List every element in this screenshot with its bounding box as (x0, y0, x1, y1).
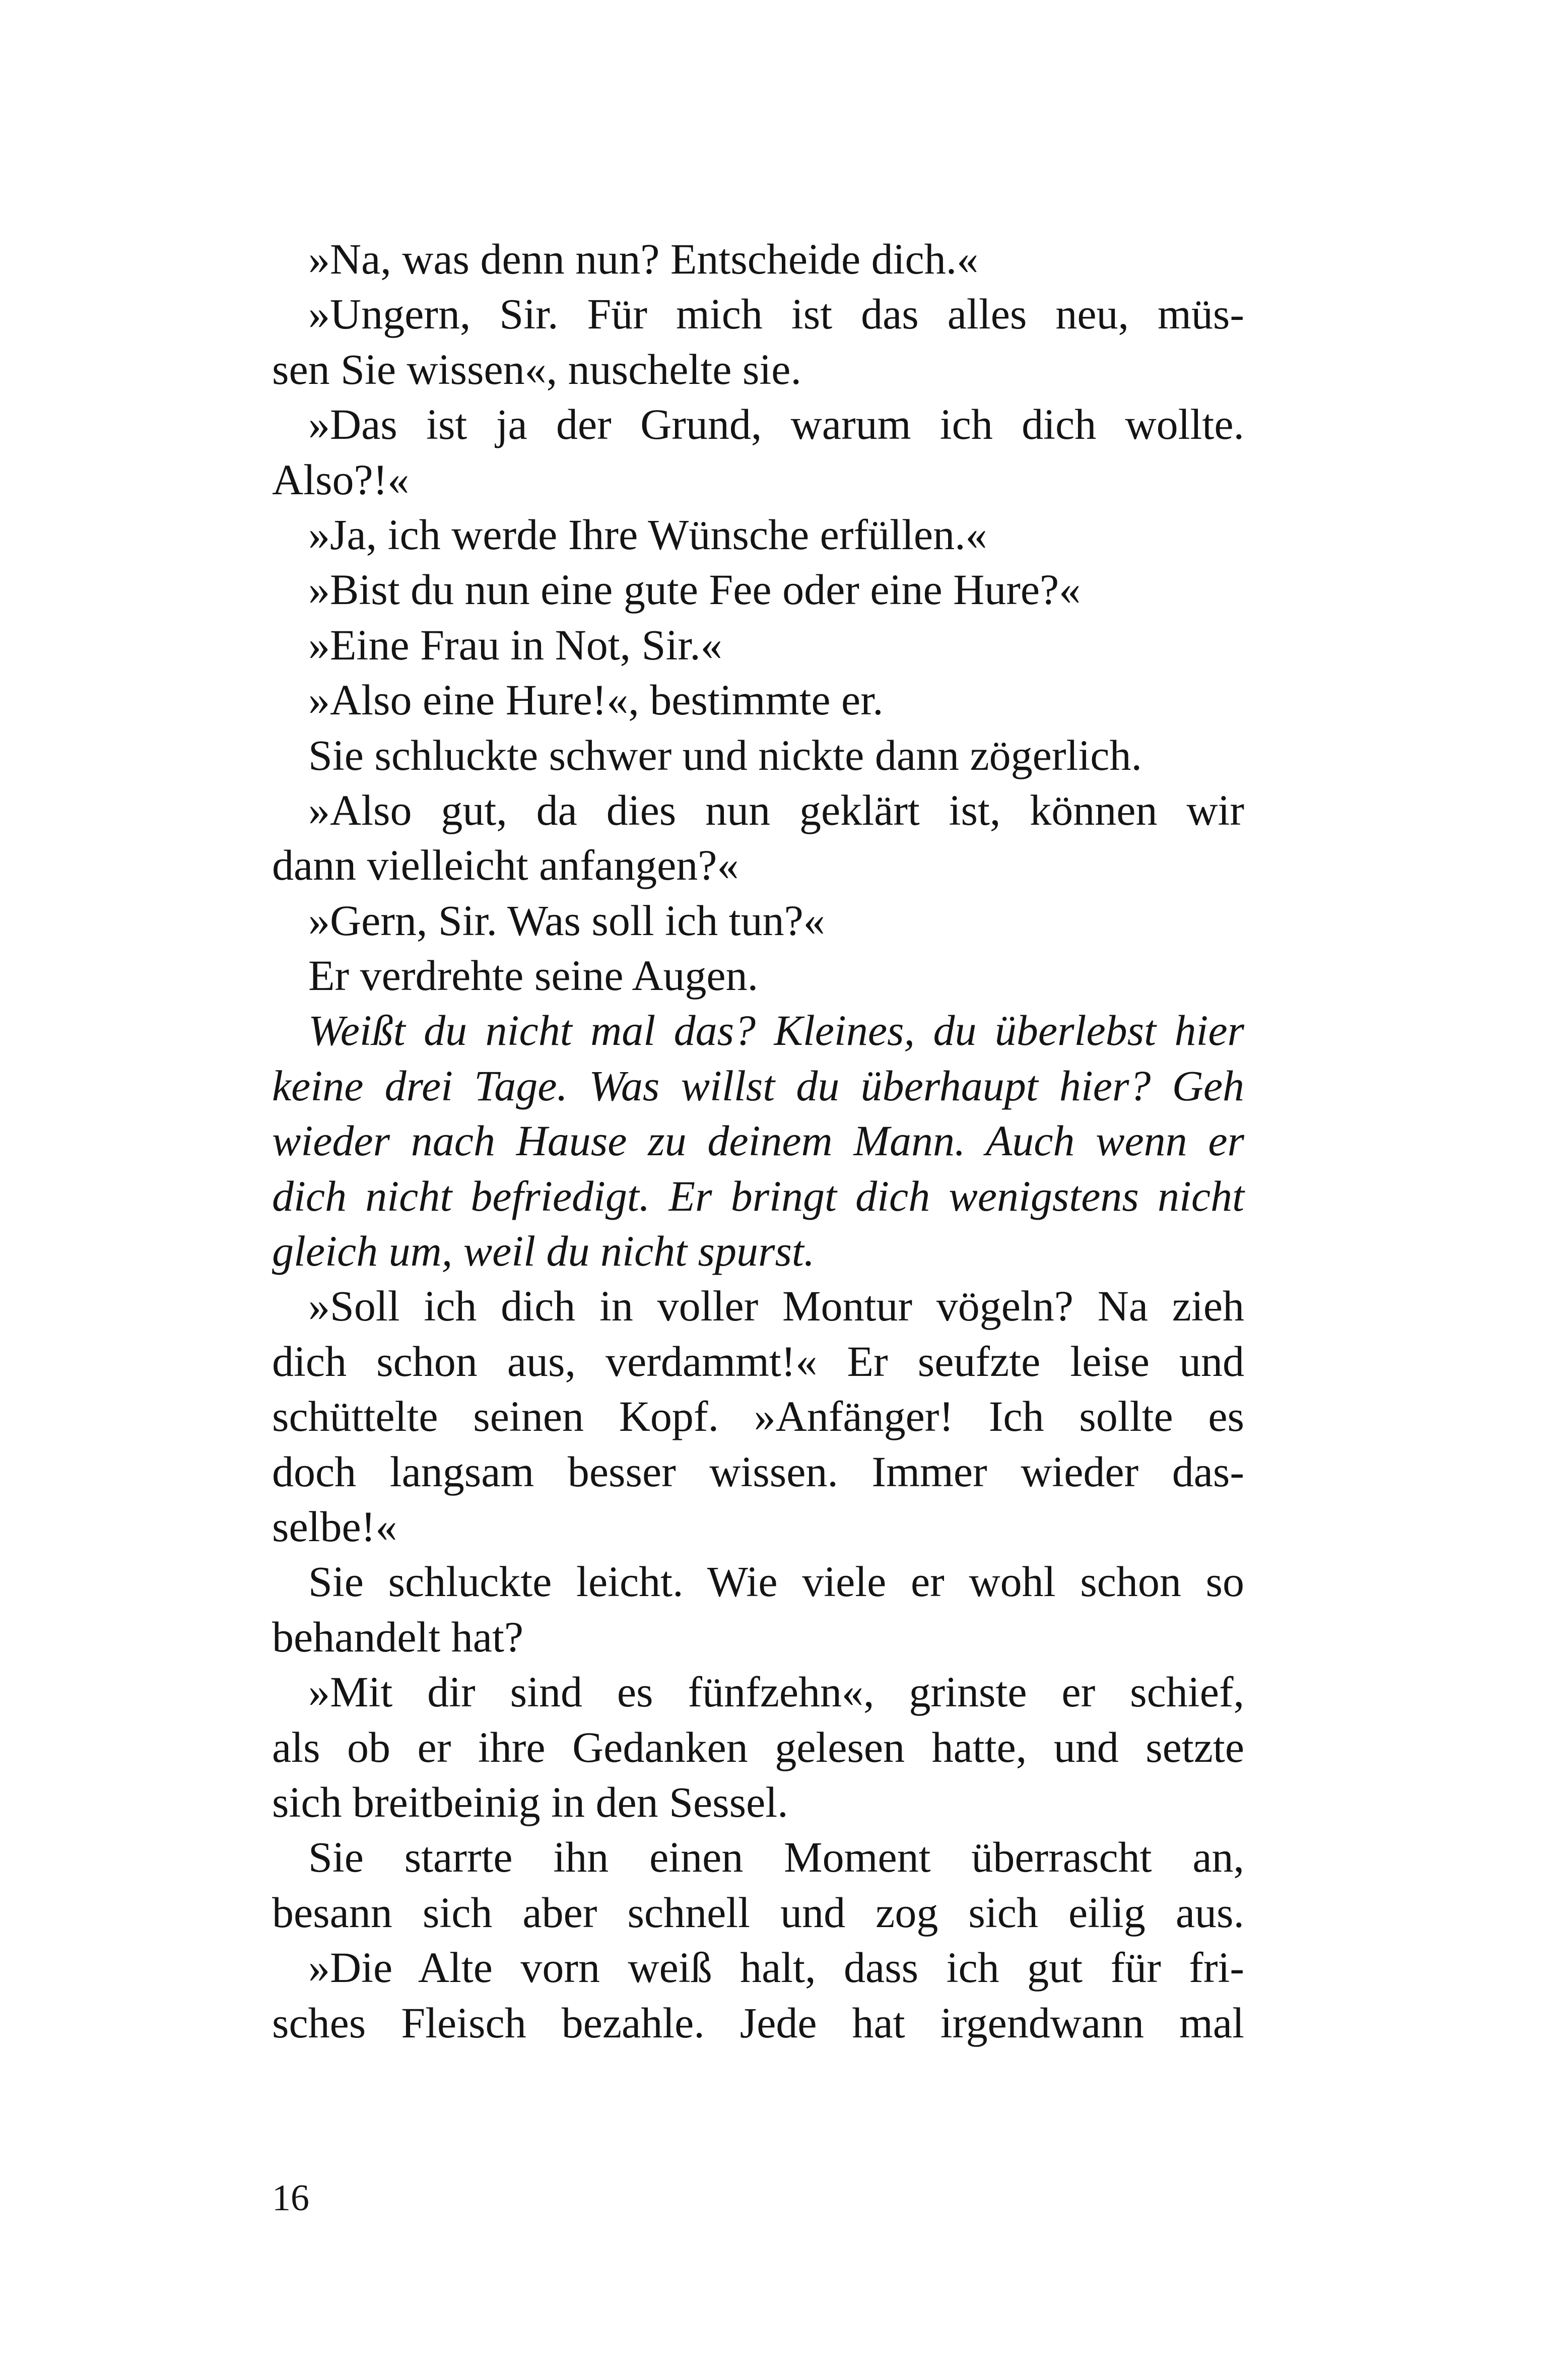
text-line: »Ja, ich werde Ihre Wünsche erfüllen.« (308, 510, 987, 559)
text-line: behandelt hat? (272, 1612, 524, 1661)
text-line: »Gern, Sir. Was soll ich tun?« (308, 896, 825, 945)
text-line: »Bist du nun eine gute Fee oder eine Hure?« (308, 565, 1081, 614)
text-line: schüttelte seinen Kopf. »Anfänger! Ich sollte es (272, 1392, 1244, 1441)
text-line: dich schon aus, verdammt!« Er seufzte leise und (272, 1337, 1244, 1385)
text-line: »Ungern, Sir. Für mich ist das alles neu, müs- (308, 290, 1244, 339)
text-line: Also?!« (272, 455, 410, 504)
text-line: dann vielleicht anfangen?« (272, 841, 739, 890)
text-line: Sie schluckte leicht. Wie viele er wohl schon so (308, 1557, 1244, 1606)
text-line: Sie schluckte schwer und nickte dann zögerlich. (308, 731, 1142, 779)
text-line: »Mit dir sind es fünfzehn«, grinste er schief, (308, 1668, 1244, 1716)
page-number: 16 (272, 2177, 309, 2219)
text-line: Sie starrte ihn einen Moment überrascht an, (308, 1833, 1244, 1882)
italic-text-line: gleich um, weil du nicht spurst. (272, 1227, 815, 1276)
text-line: doch langsam besser wissen. Immer wieder das- (272, 1447, 1244, 1496)
text-line: sen Sie wissen«, nuschelte sie. (272, 345, 801, 393)
text-line: als ob er ihre Gedanken gelesen hatte, und setzte (272, 1723, 1244, 1771)
text-line: besann sich aber schnell und zog sich eilig aus. (272, 1888, 1244, 1937)
text-line: sches Fleisch bezahle. Jede hat irgendwann mal (272, 1998, 1244, 2047)
italic-text-line: wieder nach Hause zu deinem Mann. Auch wenn er (272, 1116, 1244, 1165)
text-line: »Also gut, da dies nun geklärt ist, können wir (308, 785, 1244, 834)
text-line: »Also eine Hure!«, bestimmte er. (308, 676, 884, 724)
italic-text-line: dich nicht befriedigt. Er bringt dich wenigstens nicht (272, 1171, 1244, 1220)
text-line: sich breitbeinig in den Sessel. (272, 1777, 788, 1826)
text-line: »Na, was denn nun? Entscheide dich.« (308, 235, 979, 283)
text-line: »Die Alte vorn weiß halt, dass ich gut für fri- (308, 1943, 1244, 1992)
italic-text-line: keine drei Tage. Was willst du überhaupt hier? Geh (272, 1061, 1244, 1110)
text-line: Er verdrehte seine Augen. (308, 951, 759, 1000)
text-line: »Soll ich dich in voller Montur vögeln? Na zieh (308, 1282, 1244, 1331)
text-line: selbe!« (272, 1502, 397, 1551)
body-text (272, 232, 1244, 2051)
text-line: »Eine Frau in Not, Sir.« (308, 620, 722, 669)
italic-text-line: Weißt du nicht mal das? Kleines, du überlebst hier (308, 1006, 1244, 1055)
text-line: »Das ist ja der Grund, warum ich dich wollte. (308, 400, 1244, 449)
